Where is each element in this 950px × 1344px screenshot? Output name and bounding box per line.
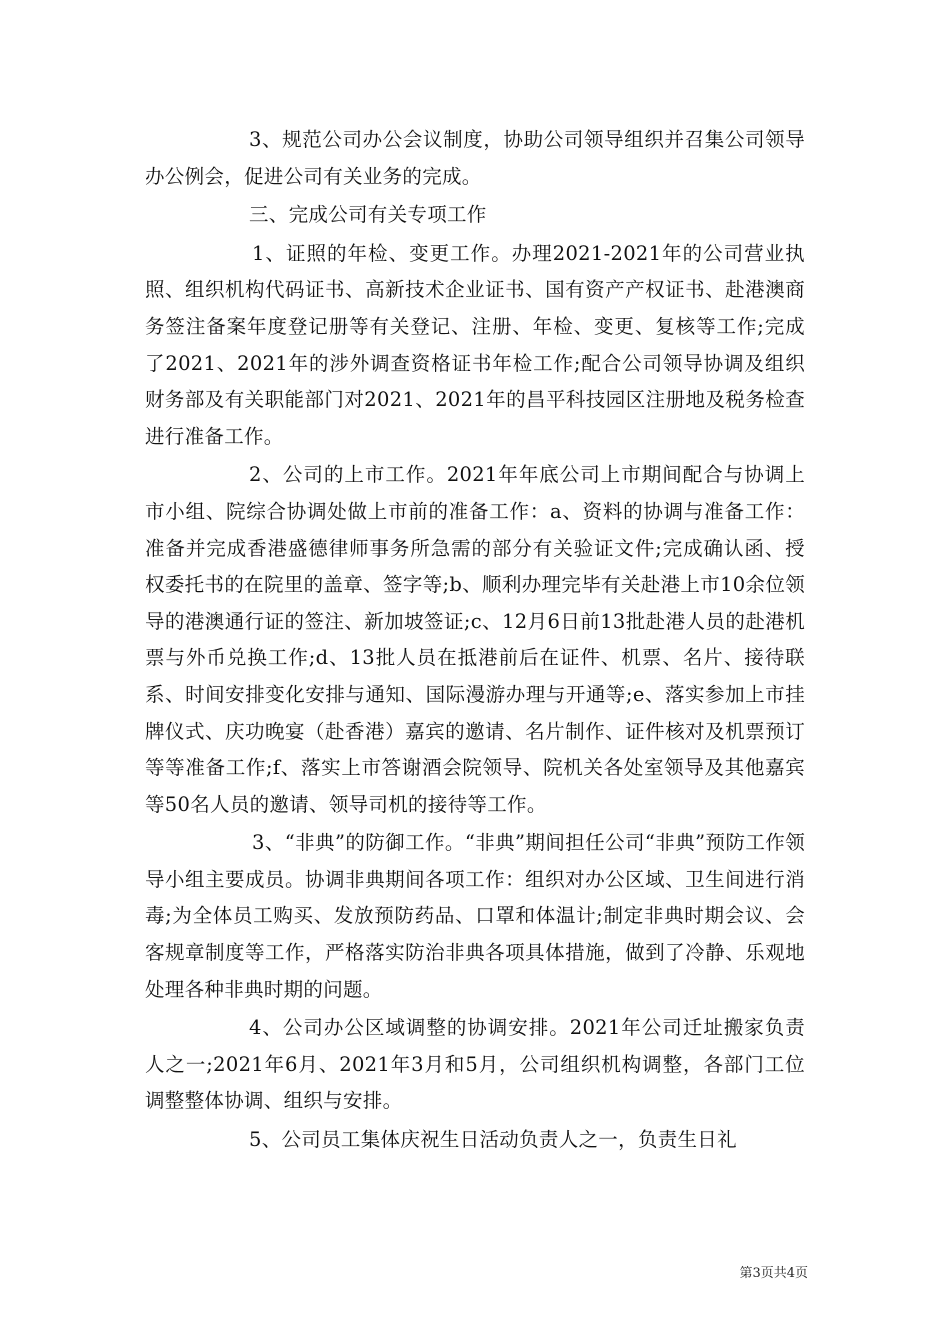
paragraph-meeting-system: 3、规范公司办公会议制度，协助公司领导组织并召集公司领导办公例会，促进公司有关业务的完成。	[145, 128, 805, 188]
paragraph-listing-work: 2、公司的上市工作。2021年年底公司上市期间配合与协调上市小组、院综合协调处做上市前的准备工作：a、资料的协调与准备工作：准备并完成香港盛德律师事务所急需的部分有关验证文件;完成确认函、授权委托书的在院里的盖章、签字等;b、顺利办理完毕有关赴港上市10余位领导的港澳通行证的签注、新加坡签证;c、12月6日前13批赴港人员的赴港机票与外币兑换工作;d、13批人员在抵港前后在证件、机票、名片、接待联系、时间安排变化安排与通知、国际漫游办理与开通等;e、落实参加上市挂牌仪式、庆功晚宴（赴香港）嘉宾的邀请、名片制作、证件核对及机票预订等等准备工作;f、落实上市答谢酒会院领导、院机关各处室领导及其他嘉宾等50名人员的邀请、领导司机的接待等工作。	[145, 463, 805, 816]
paragraph-sars-prevention: 3、“非典”的防御工作。“非典”期间担任公司“非典”预防工作领导小组主要成员。协调非典期间各项工作：组织对办公区域、卫生间进行消毒;为全体员工购买、发放预防药品、口罩和体温计;制定非典时期会议、会客规章制度等工作，严格落实防治非典各项具体措施，做到了冷静、乐观地处理各种非典时期的问题。	[145, 831, 805, 1001]
section-heading-special-projects: 三、完成公司有关专项工作	[249, 203, 487, 227]
document-body	[145, 122, 805, 1159]
page-number: 第3页共4页	[739, 1266, 808, 1281]
paragraph-office-relocation: 4、公司办公区域调整的协调安排。2021年公司迁址搬家负责人之一;2021年6月、2021年3月和5月，公司组织机构调整，各部门工位调整整体协调、组织与安排。	[145, 1016, 805, 1113]
paragraph-birthday-activity: 5、公司员工集体庆祝生日活动负责人之一，负责生日礼	[249, 1128, 737, 1152]
paragraph-license-inspection: 1、证照的年检、变更工作。办理2021-2021年的公司营业执照、组织机构代码证书、高新技术企业证书、国有资产产权证书、赴港澳商务签注备案年度登记册等有关登记、注册、年检、变更、复核等工作;完成了2021、2021年的涉外调查资格证书年检工作;配合公司领导协调及组织财务部及有关职能部门对2021、2021年的昌平科技园区注册地及税务检查进行准备工作。	[145, 241, 805, 448]
